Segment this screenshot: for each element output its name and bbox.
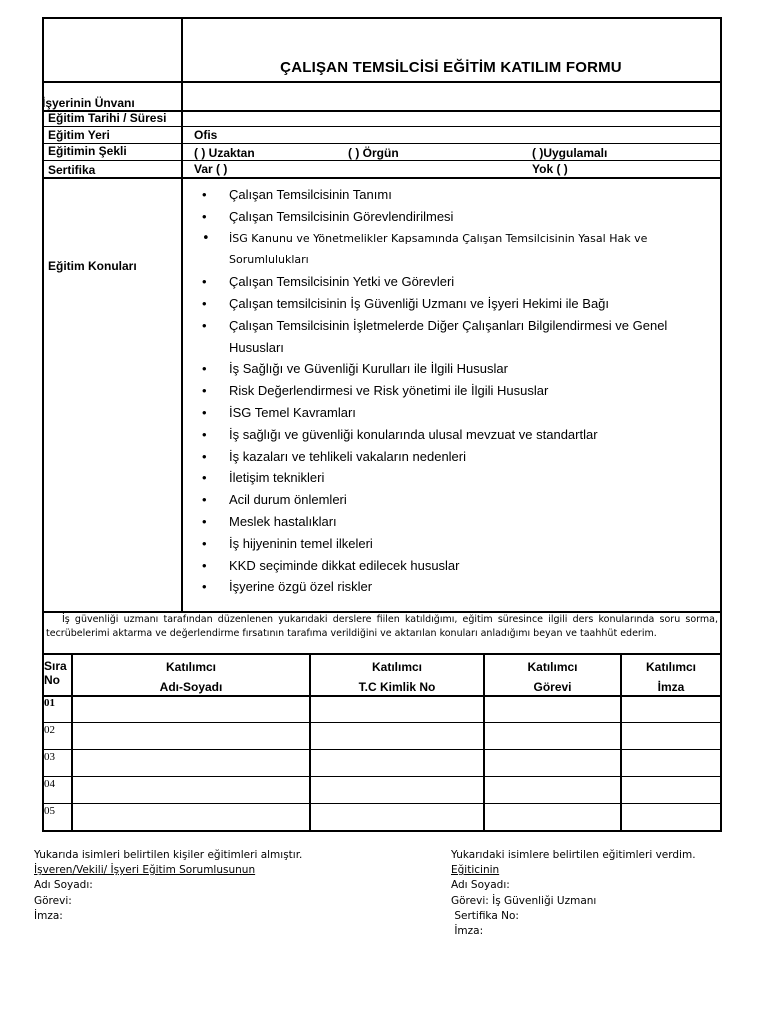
training-place-value: Ofis <box>194 128 218 142</box>
trainer-heading: Eğiticinin <box>451 864 500 877</box>
training-place-label: Eğitim Yeri <box>48 128 110 142</box>
topics-label: Eğitim Konuları <box>48 259 137 273</box>
signature-field-label[interactable]: İmza: <box>34 909 63 922</box>
signature-field-label[interactable]: İmza: <box>451 925 484 938</box>
footer-left <box>34 848 302 924</box>
list-item: • İş Sağlığı ve Güvenliği Kurulları ile İlgili Hususlar <box>202 358 702 380</box>
form-title: ÇALIŞAN TEMSİLCİSİ EĞİTİM KATILIM FORMU <box>280 59 622 76</box>
list-item: • Çalışan Temsilcisinin İşletmelerde Diğer Çalışanları Bilgilendirmesi ve Genel Hususları <box>202 315 702 359</box>
list-item: • KKD seçiminde dikkat edilecek hususlar <box>202 555 702 577</box>
header-text: Katılımcı <box>645 660 696 674</box>
header-text: No <box>44 673 60 687</box>
header-text: Görevi <box>533 680 572 694</box>
certificate-yes-option[interactable]: Var ( ) <box>194 162 228 176</box>
row-number: 02 <box>44 724 55 736</box>
type-practical-option[interactable]: ( )Uygulamalı <box>532 146 608 160</box>
training-date-field[interactable] <box>183 111 719 125</box>
list-item: • Meslek hastalıkları <box>202 511 702 533</box>
certificate-number-label[interactable]: Sertifika No: <box>451 909 519 922</box>
training-date-label: Eğitim Tarihi / Süresi <box>48 111 167 125</box>
declaration-text: İş güvenliği uzmanı tarafından düzenlenen yukarıdaki derslere fiilen katıldığımı, eğitim süresince ilgili ders konularında soru sorma, tecrübelerimi aktarma ve değerlendirme fırsatının tarafıma verildiğini ve aktarılan konuları anladığımı beyan ve taahhüt ederim. <box>46 614 718 639</box>
row-number: 04 <box>44 778 55 790</box>
footer-right <box>451 848 696 939</box>
header-row-number <box>44 659 67 687</box>
header-id-number <box>311 657 483 697</box>
row-number: 01 <box>44 697 55 709</box>
list-item: • Çalışan temsilcisinin İş Güvenliği Uzmanı ve İşyeri Hekimi ile Bağı <box>202 293 702 315</box>
row-number: 03 <box>44 751 55 763</box>
certificate-no-option[interactable]: Yok ( ) <box>532 162 568 176</box>
certificate-label: Sertifika <box>48 163 96 177</box>
name-field-label[interactable]: Adı Soyadı: <box>451 879 510 892</box>
footer-right-statement: Yukarıdaki isimlere belirtilen eğitimleri verdim. <box>451 849 696 861</box>
header-name <box>73 657 309 697</box>
header-text: İmza <box>657 680 685 694</box>
type-remote-option[interactable]: ( ) Uzaktan <box>194 146 255 160</box>
role-field-label[interactable]: Görevi: İş Güvenliği Uzmanı <box>451 894 597 907</box>
list-item: • Acil durum önlemleri <box>202 489 702 511</box>
footer-left-statement: Yukarıda isimleri belirtilen kişiler eğitimleri almıştır. <box>34 849 303 861</box>
header-text: Katılımcı <box>371 660 422 674</box>
row-number: 05 <box>44 805 55 817</box>
employer-label: İşyerinin Ünvanı <box>42 96 135 110</box>
role-field-label[interactable]: Görevi: <box>34 894 72 907</box>
list-item: • Çalışan Temsilcisinin Yetki ve Görevleri <box>202 271 702 293</box>
list-item: • İletişim teknikleri <box>202 467 702 489</box>
header-text: Adı-Soyadı <box>159 680 223 694</box>
list-item: • İş hijyeninin temel ilkeleri <box>202 533 702 555</box>
header-text: Katılımcı <box>165 660 216 674</box>
header-text: Katılımcı <box>527 660 578 674</box>
header-role <box>485 657 620 697</box>
header-text: T.C Kimlik No <box>358 680 436 694</box>
header-text: Sıra <box>44 659 67 673</box>
list-item: • İşyerine özgü özel riskler <box>202 576 702 598</box>
employer-field[interactable] <box>183 83 719 109</box>
employer-representative-heading: İşveren/Vekili/ İşyeri Eğitim Sorumlusunun <box>34 864 256 877</box>
list-item: • İSG Temel Kavramları <box>202 402 702 424</box>
header-signature <box>622 657 720 697</box>
list-item: • İSG Kanunu ve Yönetmelikler Kapsamında Çalışan Temsilcisinin Yasal Hak ve Sorumlulukları <box>202 228 702 272</box>
training-type-label: Eğitimin Şekli <box>48 144 127 158</box>
list-item: • İş kazaları ve tehlikeli vakaların nedenleri <box>202 446 702 468</box>
list-item: • Risk Değerlendirmesi ve Risk yönetimi ile İlgili Hususlar <box>202 380 702 402</box>
name-field-label[interactable]: Adı Soyadı: <box>34 879 93 892</box>
list-item: • İş sağlığı ve güvenliği konularında ulusal mevzuat ve standartlar <box>202 424 702 446</box>
topics-list <box>202 184 702 598</box>
list-item: • Çalışan Temsilcisinin Tanımı <box>202 184 702 206</box>
list-item: • Çalışan Temsilcisinin Görevlendirilmesi <box>202 206 702 228</box>
type-formal-option[interactable]: ( ) Örgün <box>348 146 399 160</box>
